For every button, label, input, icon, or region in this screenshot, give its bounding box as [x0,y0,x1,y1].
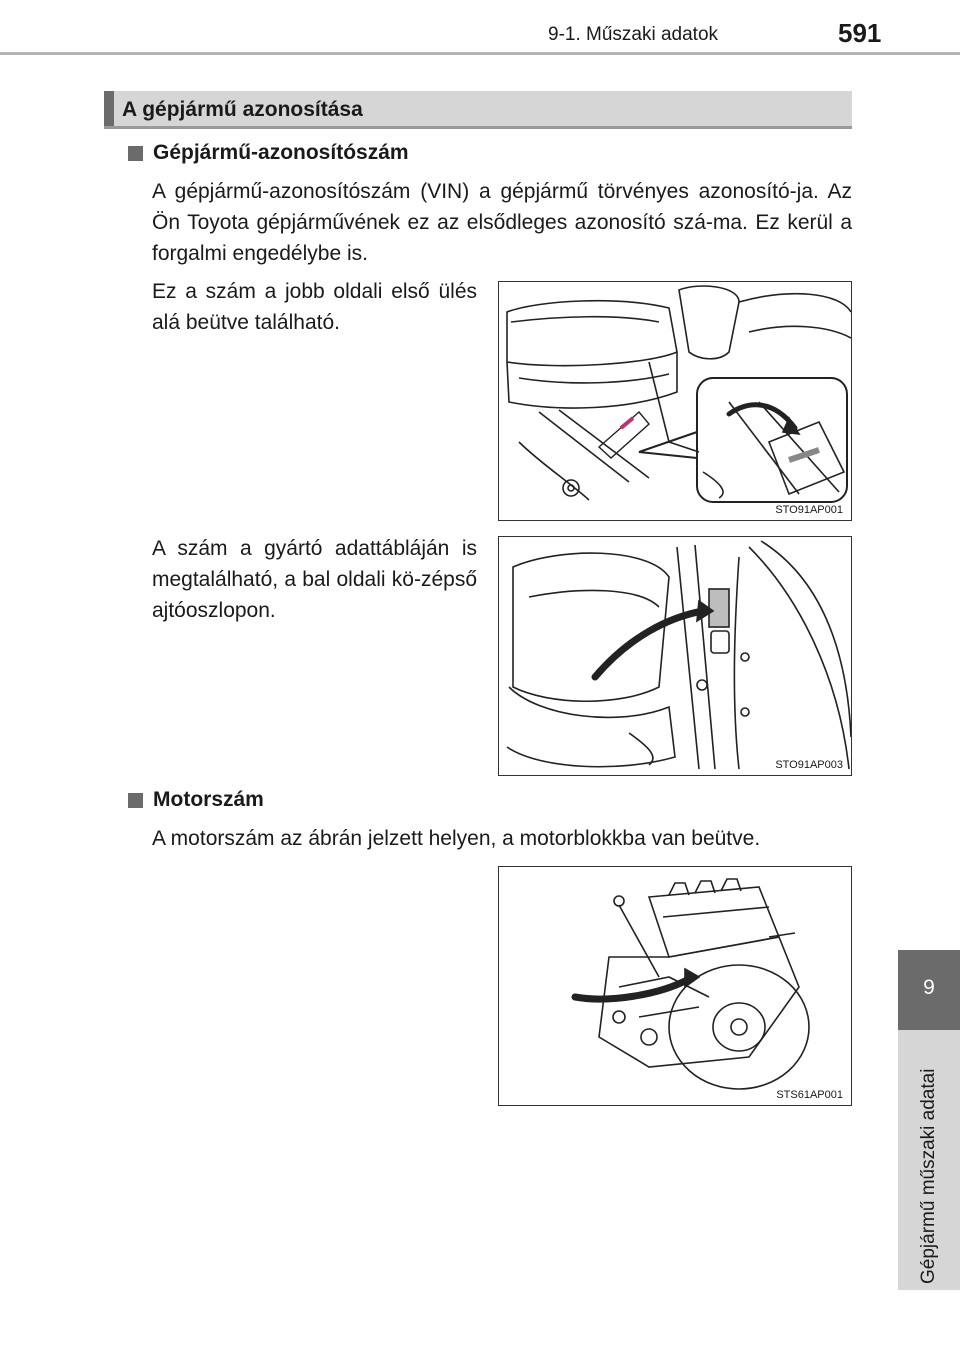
page-number: 591 [838,18,882,48]
chapter-label: Gépjármű műszaki adatai [918,1068,939,1284]
section-title-bar [104,91,852,129]
engine-heading-text: Motorszám [153,788,264,811]
pillar-figure-code: STO91AP003 [775,759,843,771]
vin-seat-location-text: Ez a szám a jobb oldali első ülés alá beütve található. [152,280,477,334]
section-bar-accent [104,91,114,126]
vin-intro-paragraph: A gépjármű-azonosítószám (VIN) a gépjármű törvényes azonosító-ja. Az Ön Toyota gépjárművének ez az elsődleges azonosító szá-ma. Ez kerül a forgalmi engedélybe is. [152,180,852,265]
vin-pillar-location-text: A szám a gyártó adattábláján is megtalálható, a bal oldali kö-zépső ajtóoszlopon. [152,537,477,622]
seat-vin-figure [498,281,852,521]
header-divider [0,52,960,55]
header-section-title: 9-1. Műszaki adatok [548,24,719,45]
engine-number-paragraph: A motorszám az ábrán jelzett helyen, a motorblokkba van beütve. [152,827,761,850]
engine-figure-code: STS61AP001 [776,1089,843,1101]
vin-heading [128,141,409,165]
engine-illustration [499,867,852,1106]
engine-heading [128,788,264,812]
chapter-tab[interactable] [898,950,960,1030]
seat-illustration [499,282,852,521]
section-title: A gépjármű azonosítása [122,98,363,121]
vin-heading-text: Gépjármű-azonosítószám [153,141,409,164]
chapter-number: 9 [923,976,935,999]
pillar-vin-figure [498,536,852,776]
engine-number-figure [498,866,852,1106]
seat-figure-code: STO91AP001 [775,504,843,516]
square-bullet-icon [128,146,143,161]
square-bullet-icon [128,793,143,808]
door-pillar-illustration [499,537,852,776]
